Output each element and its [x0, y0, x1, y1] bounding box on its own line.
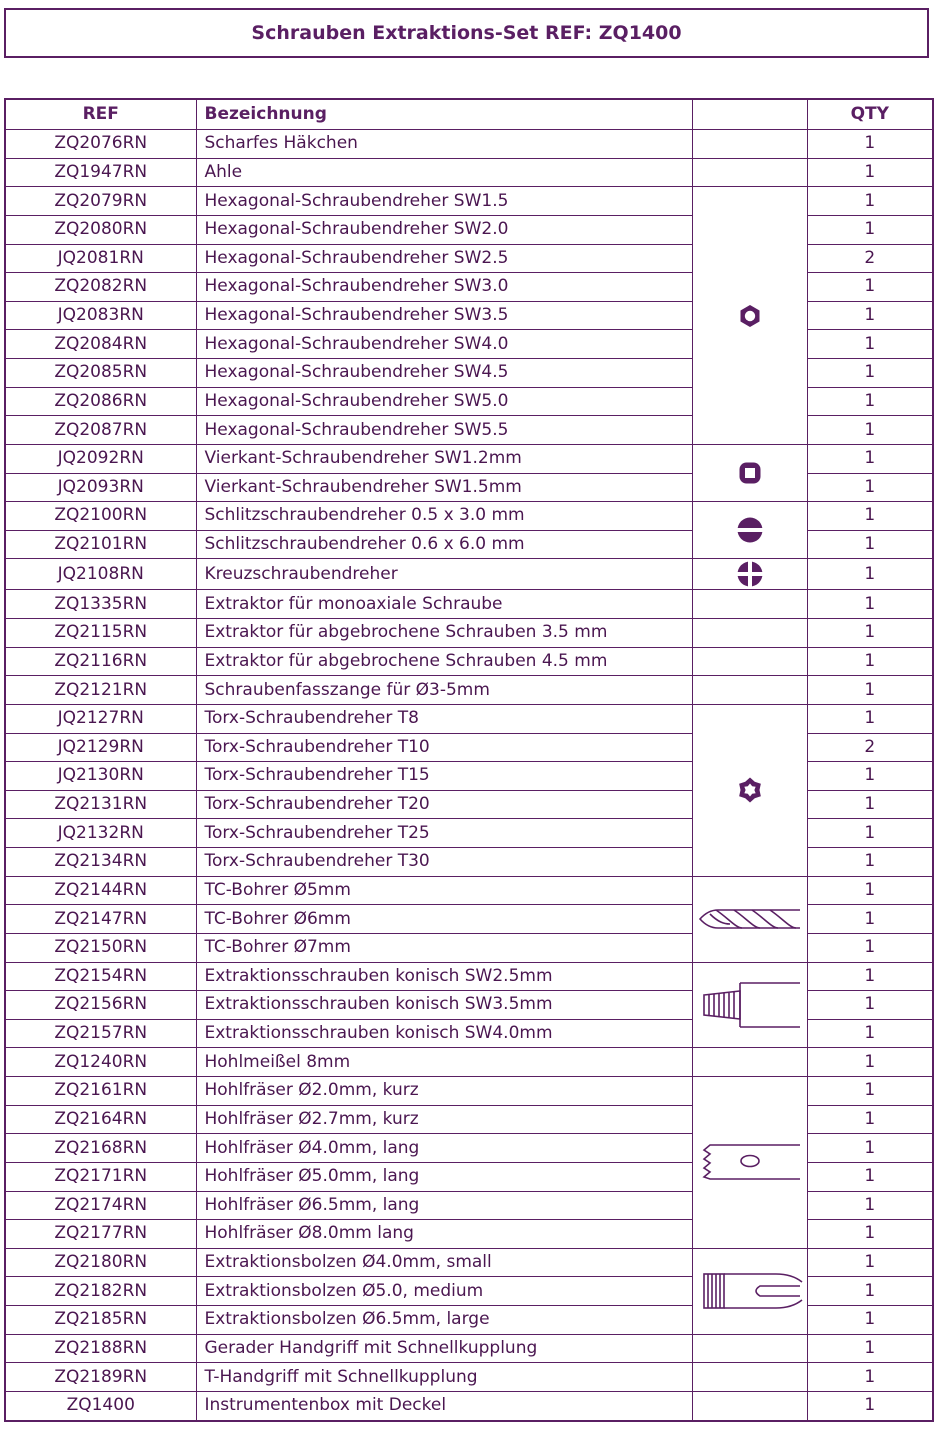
column-header-qty: QTY — [807, 99, 933, 130]
conical-extraction-screw-icon — [696, 995, 804, 1015]
name-cell: Vierkant-Schraubendreher SW1.2mm — [196, 444, 692, 473]
qty-cell: 1 — [807, 1306, 933, 1335]
name-cell: Extraktor für abgebrochene Schrauben 3.5 mm — [196, 619, 692, 648]
icon-cell — [692, 1077, 807, 1249]
name-cell: Vierkant-Schraubendreher SW1.5mm — [196, 473, 692, 502]
ref-cell: ZQ2144RN — [5, 876, 196, 905]
icon-cell — [692, 590, 807, 619]
name-cell: Extraktionsbolzen Ø5.0, medium — [196, 1277, 692, 1306]
drill-bit-icon — [696, 909, 804, 929]
qty-cell: 1 — [807, 1220, 933, 1249]
ref-cell: ZQ2161RN — [5, 1077, 196, 1106]
qty-cell: 1 — [807, 762, 933, 791]
icon-cell — [692, 704, 807, 876]
ref-cell: JQ2083RN — [5, 301, 196, 330]
ref-cell: ZQ2076RN — [5, 130, 196, 159]
qty-cell: 1 — [807, 704, 933, 733]
ref-cell: ZQ2134RN — [5, 848, 196, 877]
extraction-bolt-icon — [696, 1281, 804, 1301]
ref-cell: ZQ2101RN — [5, 530, 196, 559]
icon-cell — [692, 559, 807, 590]
table-row — [5, 158, 933, 187]
name-cell: Hohlfräser Ø6.5mm, lang — [196, 1191, 692, 1220]
qty-cell: 1 — [807, 590, 933, 619]
qty-cell: 1 — [807, 1048, 933, 1077]
torx-socket-icon — [736, 780, 764, 800]
ref-cell: ZQ2079RN — [5, 187, 196, 216]
ref-cell: ZQ2082RN — [5, 273, 196, 302]
qty-cell: 1 — [807, 444, 933, 473]
name-cell: Extraktionsbolzen Ø6.5mm, large — [196, 1306, 692, 1335]
qty-cell: 2 — [807, 244, 933, 273]
name-cell: Hexagonal-Schraubendreher SW5.0 — [196, 387, 692, 416]
name-cell: Hexagonal-Schraubendreher SW3.5 — [196, 301, 692, 330]
ref-cell: JQ2108RN — [5, 559, 196, 590]
name-cell: Extraktionsbolzen Ø4.0mm, small — [196, 1248, 692, 1277]
ref-cell: JQ2130RN — [5, 762, 196, 791]
name-cell: Hohlfräser Ø2.7mm, kurz — [196, 1105, 692, 1134]
ref-cell: ZQ1335RN — [5, 590, 196, 619]
qty-cell: 1 — [807, 1363, 933, 1392]
name-cell: Extraktor für monoaxiale Schraube — [196, 590, 692, 619]
name-cell: Schraubenfasszange für Ø3-5mm — [196, 676, 692, 705]
ref-cell: JQ2081RN — [5, 244, 196, 273]
table-row — [5, 502, 933, 531]
table-header-row — [5, 99, 933, 130]
ref-cell: ZQ2131RN — [5, 790, 196, 819]
parts-table — [4, 98, 934, 1422]
icon-cell — [692, 619, 807, 648]
name-cell: Gerader Handgriff mit Schnellkupplung — [196, 1334, 692, 1363]
icon-cell — [692, 1048, 807, 1077]
page-title: Schrauben Extraktions-Set REF: ZQ1400 — [4, 8, 929, 58]
qty-cell: 1 — [807, 876, 933, 905]
name-cell: Hohlfräser Ø8.0mm lang — [196, 1220, 692, 1249]
ref-cell: ZQ2100RN — [5, 502, 196, 531]
name-cell: Hexagonal-Schraubendreher SW2.0 — [196, 215, 692, 244]
ref-cell: ZQ2154RN — [5, 962, 196, 991]
name-cell: Kreuzschraubendreher — [196, 559, 692, 590]
ref-cell: ZQ2177RN — [5, 1220, 196, 1249]
name-cell: Hexagonal-Schraubendreher SW2.5 — [196, 244, 692, 273]
qty-cell: 1 — [807, 301, 933, 330]
name-cell: Torx-Schraubendreher T15 — [196, 762, 692, 791]
table-row — [5, 676, 933, 705]
column-header-ref: REF — [5, 99, 196, 130]
name-cell: Hexagonal-Schraubendreher SW3.0 — [196, 273, 692, 302]
table-row — [5, 704, 933, 733]
qty-cell: 1 — [807, 991, 933, 1020]
name-cell: Torx-Schraubendreher T25 — [196, 819, 692, 848]
table-row — [5, 444, 933, 473]
ref-cell: ZQ2180RN — [5, 1248, 196, 1277]
ref-cell: ZQ2182RN — [5, 1277, 196, 1306]
qty-cell: 1 — [807, 130, 933, 159]
name-cell: Schlitzschraubendreher 0.5 x 3.0 mm — [196, 502, 692, 531]
ref-cell: ZQ1400 — [5, 1391, 196, 1420]
qty-cell: 1 — [807, 187, 933, 216]
ref-cell: JQ2132RN — [5, 819, 196, 848]
qty-cell: 1 — [807, 790, 933, 819]
qty-cell: 1 — [807, 933, 933, 962]
ref-cell: ZQ2156RN — [5, 991, 196, 1020]
name-cell: Scharfes Häkchen — [196, 130, 692, 159]
qty-cell: 1 — [807, 158, 933, 187]
qty-cell: 1 — [807, 1277, 933, 1306]
qty-cell: 1 — [807, 330, 933, 359]
qty-cell: 1 — [807, 530, 933, 559]
ref-cell: ZQ2085RN — [5, 359, 196, 388]
name-cell: Hohlfräser Ø4.0mm, lang — [196, 1134, 692, 1163]
hexagon-socket-icon — [737, 306, 763, 326]
name-cell: Extraktionsschrauben konisch SW2.5mm — [196, 962, 692, 991]
name-cell: T-Handgriff mit Schnellkupplung — [196, 1363, 692, 1392]
qty-cell: 1 — [807, 559, 933, 590]
qty-cell: 1 — [807, 1248, 933, 1277]
name-cell: TC-Bohrer Ø7mm — [196, 933, 692, 962]
qty-cell: 1 — [807, 848, 933, 877]
ref-cell: ZQ2164RN — [5, 1105, 196, 1134]
table-row — [5, 559, 933, 590]
ref-cell: ZQ2116RN — [5, 647, 196, 676]
ref-cell: JQ2127RN — [5, 704, 196, 733]
qty-cell: 1 — [807, 619, 933, 648]
qty-cell: 1 — [807, 1334, 933, 1363]
icon-cell — [692, 1334, 807, 1363]
icon-cell — [692, 876, 807, 962]
ref-cell: JQ2093RN — [5, 473, 196, 502]
name-cell: Instrumentenbox mit Deckel — [196, 1391, 692, 1420]
name-cell: TC-Bohrer Ø6mm — [196, 905, 692, 934]
ref-cell: ZQ2115RN — [5, 619, 196, 648]
name-cell: Torx-Schraubendreher T10 — [196, 733, 692, 762]
icon-cell — [692, 1363, 807, 1392]
table-row — [5, 1048, 933, 1077]
table-row — [5, 590, 933, 619]
name-cell: Hohlfräser Ø2.0mm, kurz — [196, 1077, 692, 1106]
table-row — [5, 1334, 933, 1363]
qty-cell: 1 — [807, 273, 933, 302]
qty-cell: 1 — [807, 387, 933, 416]
icon-cell — [692, 647, 807, 676]
square-socket-icon — [737, 463, 763, 483]
name-cell: Extraktionsschrauben konisch SW4.0mm — [196, 1019, 692, 1048]
table-row — [5, 619, 933, 648]
ref-cell: ZQ2168RN — [5, 1134, 196, 1163]
name-cell: Torx-Schraubendreher T8 — [196, 704, 692, 733]
qty-cell: 1 — [807, 962, 933, 991]
name-cell: Schlitzschraubendreher 0.6 x 6.0 mm — [196, 530, 692, 559]
ref-cell: ZQ2171RN — [5, 1162, 196, 1191]
name-cell: Hohlmeißel 8mm — [196, 1048, 692, 1077]
ref-cell: ZQ2189RN — [5, 1363, 196, 1392]
icon-cell — [692, 130, 807, 159]
icon-cell — [692, 187, 807, 445]
qty-cell: 1 — [807, 416, 933, 445]
qty-cell: 1 — [807, 473, 933, 502]
name-cell: Hexagonal-Schraubendreher SW4.5 — [196, 359, 692, 388]
table-row — [5, 187, 933, 216]
table-row — [5, 1077, 933, 1106]
ref-cell: ZQ2080RN — [5, 215, 196, 244]
qty-cell: 1 — [807, 1162, 933, 1191]
qty-cell: 2 — [807, 733, 933, 762]
ref-cell: ZQ2185RN — [5, 1306, 196, 1335]
table-row — [5, 647, 933, 676]
qty-cell: 1 — [807, 359, 933, 388]
icon-cell — [692, 444, 807, 501]
icon-cell — [692, 1391, 807, 1420]
slotted-tip-icon — [736, 520, 764, 540]
name-cell: Extraktionsschrauben konisch SW3.5mm — [196, 991, 692, 1020]
table-row — [5, 1391, 933, 1420]
column-header-name: Bezeichnung — [196, 99, 692, 130]
qty-cell: 1 — [807, 676, 933, 705]
table-body — [5, 130, 933, 1421]
table-row — [5, 962, 933, 991]
ref-cell: ZQ2121RN — [5, 676, 196, 705]
qty-cell: 1 — [807, 1191, 933, 1220]
table-row — [5, 1363, 933, 1392]
qty-cell: 1 — [807, 905, 933, 934]
table-row — [5, 1248, 933, 1277]
name-cell: Hohlfräser Ø5.0mm, lang — [196, 1162, 692, 1191]
ref-cell: ZQ2150RN — [5, 933, 196, 962]
column-header-icon — [692, 99, 807, 130]
qty-cell: 1 — [807, 1019, 933, 1048]
qty-cell: 1 — [807, 1134, 933, 1163]
ref-cell: ZQ2087RN — [5, 416, 196, 445]
icon-cell — [692, 676, 807, 705]
ref-cell: ZQ2157RN — [5, 1019, 196, 1048]
qty-cell: 1 — [807, 1391, 933, 1420]
ref-cell: ZQ2188RN — [5, 1334, 196, 1363]
table-row — [5, 130, 933, 159]
ref-cell: ZQ2086RN — [5, 387, 196, 416]
ref-cell: ZQ1947RN — [5, 158, 196, 187]
icon-cell — [692, 502, 807, 559]
icon-cell — [692, 158, 807, 187]
name-cell: Torx-Schraubendreher T20 — [196, 790, 692, 819]
qty-cell: 1 — [807, 819, 933, 848]
qty-cell: 1 — [807, 502, 933, 531]
name-cell: Hexagonal-Schraubendreher SW4.0 — [196, 330, 692, 359]
ref-cell: JQ2129RN — [5, 733, 196, 762]
icon-cell — [692, 1248, 807, 1334]
name-cell: Hexagonal-Schraubendreher SW5.5 — [196, 416, 692, 445]
name-cell: TC-Bohrer Ø5mm — [196, 876, 692, 905]
qty-cell: 1 — [807, 647, 933, 676]
ref-cell: ZQ2174RN — [5, 1191, 196, 1220]
name-cell: Extraktor für abgebrochene Schrauben 4.5 mm — [196, 647, 692, 676]
icon-cell — [692, 962, 807, 1048]
qty-cell: 1 — [807, 1105, 933, 1134]
ref-cell: JQ2092RN — [5, 444, 196, 473]
qty-cell: 1 — [807, 215, 933, 244]
name-cell: Ahle — [196, 158, 692, 187]
name-cell: Hexagonal-Schraubendreher SW1.5 — [196, 187, 692, 216]
ref-cell: ZQ1240RN — [5, 1048, 196, 1077]
table-row — [5, 876, 933, 905]
ref-cell: ZQ2084RN — [5, 330, 196, 359]
name-cell: Torx-Schraubendreher T30 — [196, 848, 692, 877]
qty-cell: 1 — [807, 1077, 933, 1106]
hollow-mill-icon — [696, 1152, 804, 1172]
ref-cell: ZQ2147RN — [5, 905, 196, 934]
cross-tip-icon — [736, 564, 764, 584]
